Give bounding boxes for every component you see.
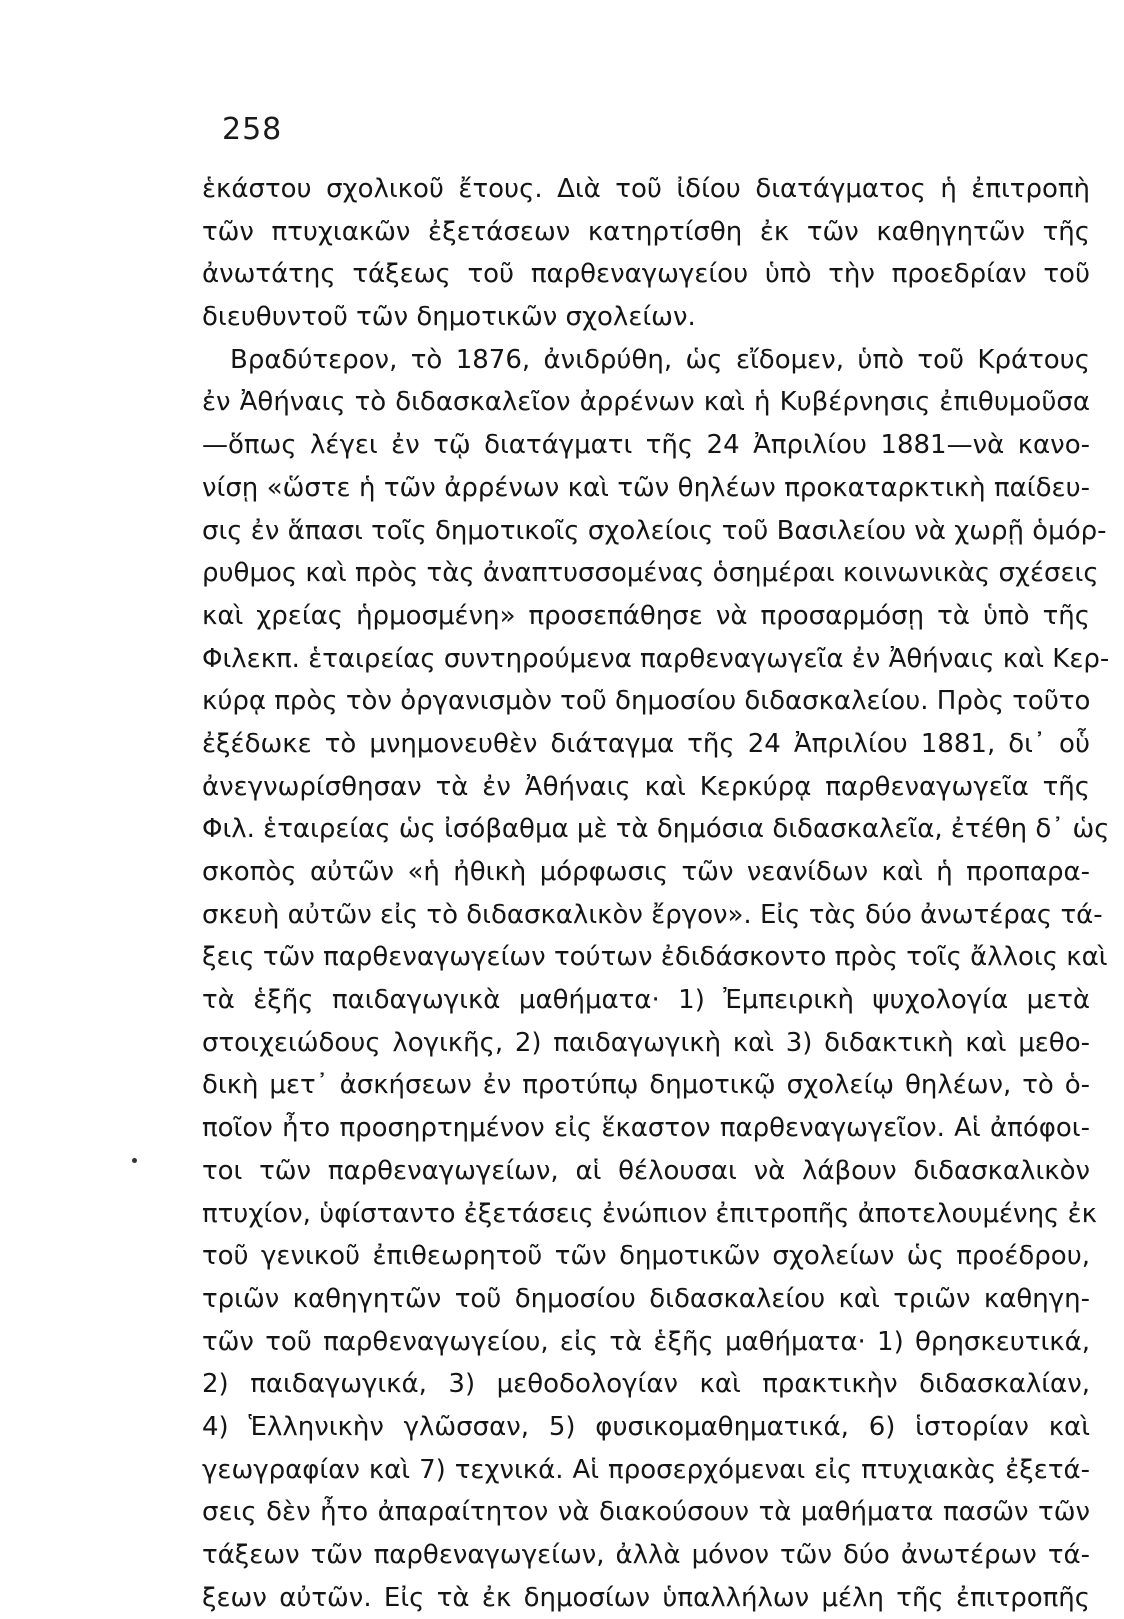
- text-line: σκοπὸς αὐτῶν «ἡ ἠθικὴ μόρφωσις τῶν νεανίδων καὶ ἡ προπαρα-: [202, 857, 1090, 887]
- text-line: ἐξέδωκε τὸ μνημονευθὲν διάταγμα τῆς 24 Ἀπριλίου 1881, δι᾽ οὗ: [202, 728, 1090, 759]
- text-line: σκευὴ αὐτῶν εἰς τὸ διδασκαλικὸν ἔργον». Εἰς τὰς δύο ἀνωτέρας τά-: [202, 899, 1103, 930]
- text-line: 2) παιδαγωγικά, 3) μεθοδολογίαν καὶ πρακτικὴν διδασκαλίαν,: [202, 1369, 1090, 1400]
- text-line: τάξεων τῶν παρθεναγωγείων, ἀλλὰ μόνον τῶν δύο ἀνωτέρων τά-: [202, 1540, 1090, 1570]
- page-number: 258: [222, 112, 283, 147]
- text-line: ἀνωτάτης τάξεως τοῦ παρθεναγωγείου ὑπὸ τὴν προεδρίαν τοῦ: [202, 259, 1090, 290]
- text-line: δικὴ μετ᾽ ἀσκήσεων ἐν προτύπῳ δημοτικῷ σχολείῳ θηλέων, τὸ ὁ-: [202, 1070, 1090, 1101]
- text-line: σις ἐν ἅπασι τοῖς δημοτικοῖς σχολείοις τοῦ Βασιλείου νὰ χωρῇ ὁμόρ-: [202, 515, 1107, 546]
- scan-speck: [132, 1158, 137, 1163]
- text-line: ἐν Ἀθήναις τὸ διδασκαλεῖον ἀρρένων καὶ ἡ Κυβέρνησις ἐπιθυμοῦσα: [202, 387, 1090, 418]
- text-line: τριῶν καθηγητῶν τοῦ δημοσίου διδασκαλείου καὶ τριῶν καθηγη-: [202, 1283, 1090, 1314]
- text-line: ρυθμος καὶ πρὸς τὰς ἀναπτυσσομένας ὁσημέραι κοινωνικὰς σχέσεις: [202, 558, 1099, 589]
- text-line: πτυχίον, ὑφίσταντο ἐξετάσεις ἐνώπιον ἐπιτροπῆς ἀποτελουμένης ἐκ: [202, 1198, 1097, 1229]
- text-line: ἀνεγνωρίσθησαν τὰ ἐν Ἀθήναις καὶ Κερκύρᾳ παρθεναγωγεῖα τῆς: [202, 771, 1090, 802]
- text-line: 4) Ἑλληνικὴν γλῶσσαν, 5) φυσικομαθηματικά, 6) ἱστορίαν καὶ: [202, 1411, 1090, 1442]
- text-line: —ὅπως λέγει ἐν τῷ διατάγματι τῆς 24 Ἀπριλίου 1881—νὰ κανο-: [202, 430, 1090, 461]
- body-text: [202, 168, 1110, 1619]
- text-line: ξεων αὐτῶν. Εἰς τὰ ἐκ δημοσίων ὑπαλλήλων μέλη τῆς ἐπιτροπῆς: [202, 1582, 1090, 1613]
- text-line: νίσῃ «ὥστε ἡ τῶν ἀρρένων καὶ τῶν θηλέων προκαταρκτικὴ παίδευ-: [202, 472, 1090, 503]
- text-line: καὶ χρείας ἡρμοσμένη» προσεπάθησε νὰ προσαρμόσῃ τὰ ὑπὸ τῆς: [202, 600, 1090, 631]
- text-line: κύρᾳ πρὸς τὸν ὀργανισμὸν τοῦ δημοσίου διδασκαλείου. Πρὸς τοῦτο: [202, 686, 1091, 717]
- text-line: τῶν τοῦ παρθεναγωγείου, εἰς τὰ ἑξῆς μαθήματα· 1) θρησκευτικά,: [202, 1326, 1090, 1357]
- text-line: τὰ ἑξῆς παιδαγωγικὰ μαθήματα· 1) Ἐμπειρικὴ ψυχολογία μετὰ: [202, 985, 1090, 1016]
- text-line: τοῦ γενικοῦ ἐπιθεωρητοῦ τῶν δημοτικῶν σχολείων ὡς προέδρου,: [202, 1241, 1090, 1272]
- text-line: γεωγραφίαν καὶ 7) τεχνικά. Αἱ προσερχόμεναι εἰς πτυχιακὰς ἐξετά-: [202, 1454, 1090, 1485]
- text-line: τοι τῶν παρθεναγωγείων, αἱ θέλουσαι νὰ λάβουν διδασκαλικὸν: [202, 1155, 1090, 1186]
- text-line: στοιχειώδους λογικῆς, 2) παιδαγωγικὴ καὶ 3) διδακτικὴ καὶ μεθο-: [202, 1027, 1090, 1058]
- text-line: σεις δὲν ἦτο ἀπαραίτητον νὰ διακούσουν τὰ μαθήματα πασῶν τῶν: [202, 1497, 1090, 1528]
- text-line: Φιλεκπ. ἑταιρείας συντηρούμενα παρθεναγωγεῖα ἐν Ἀθήναις καὶ Κερ-: [202, 643, 1110, 674]
- text-line: ἑκάστου σχολικοῦ ἔτους. Διὰ τοῦ ἰδίου διατάγματος ἡ ἐπιτροπὴ: [202, 174, 1090, 204]
- text-line: Φιλ. ἑταιρείας ὡς ἰσόβαθμα μὲ τὰ δημόσια διδασκαλεῖα, ἐτέθη δ᾽ ὡς: [202, 814, 1110, 845]
- text-line: ξεις τῶν παρθεναγωγείων τούτων ἐδιδάσκοντο πρὸς τοῖς ἄλλοις καὶ: [202, 942, 1108, 973]
- paragraph-start-line: Βραδύτερον, τὸ 1876, ἀνιδρύθη, ὡς εἴδομεν, ὑπὸ τοῦ Κράτους: [230, 344, 1090, 375]
- text-line: τῶν πτυχιακῶν ἐξετάσεων κατηρτίσθη ἐκ τῶν καθηγητῶν τῆς: [202, 216, 1090, 247]
- text-line: ποῖον ἦτο προσηρτημένον εἰς ἕκαστον παρθεναγωγεῖον. Αἱ ἀπόφοι-: [202, 1113, 1090, 1144]
- text-line: διευθυντοῦ τῶν δημοτικῶν σχολείων.: [202, 302, 696, 333]
